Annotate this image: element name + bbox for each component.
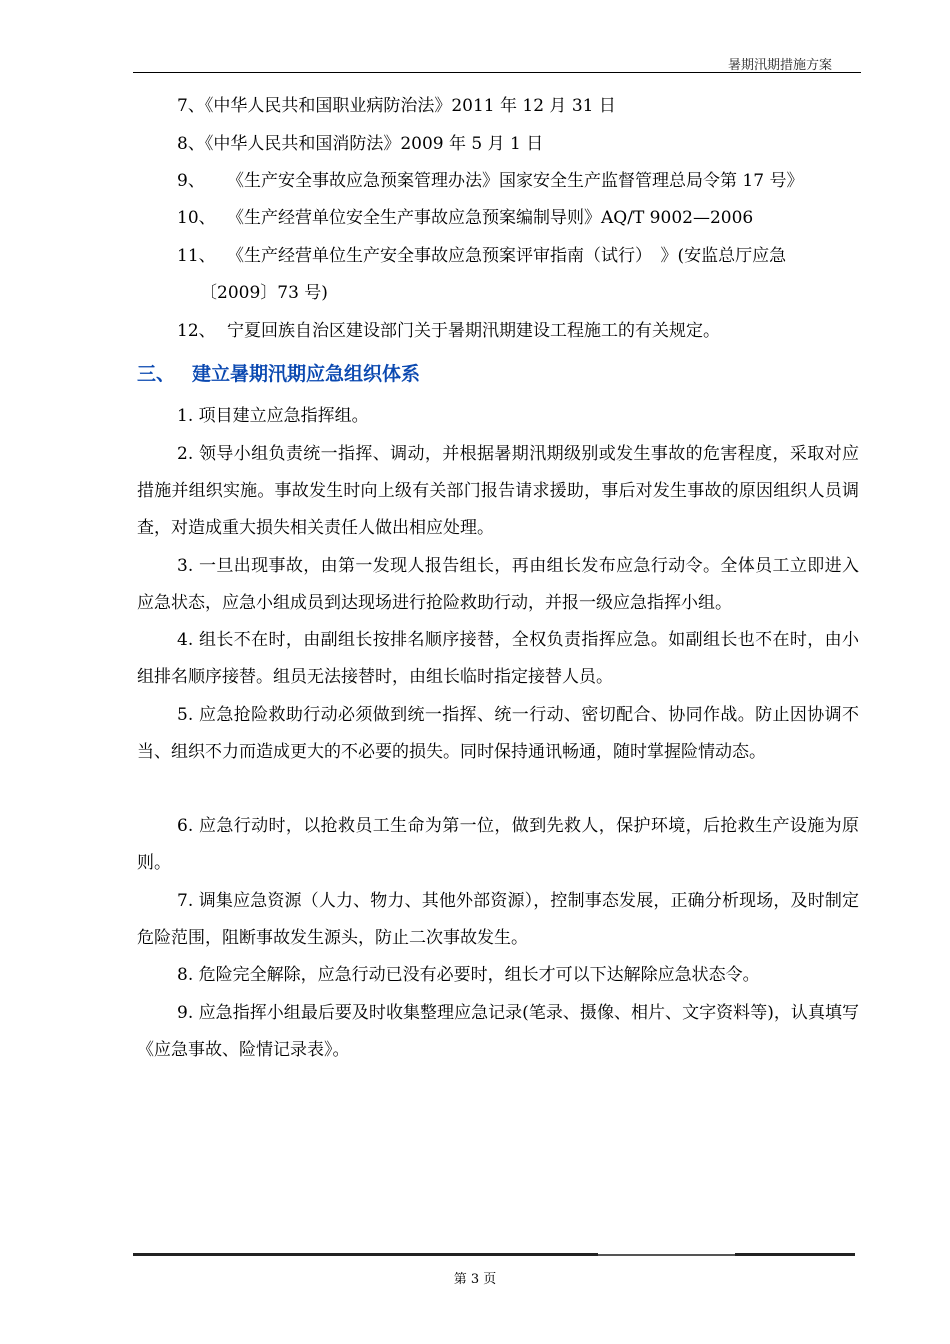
page-number: 第 3 页 [453, 1272, 497, 1287]
reference-item: 12、 宁夏回族自治区建设部门关于暑期汛期建设工程施工的有关规定。 [177, 321, 720, 341]
reference-item: 9、 《生产安全事故应急预案管理办法》国家安全生产监督管理总局令第 17 号》 [177, 171, 804, 191]
section-heading [137, 356, 420, 393]
header-rule [133, 72, 861, 73]
reference-item: 8、《中华人民共和国消防法》2009 年 5 月 1 日 [177, 134, 544, 154]
header-title: 暑期汛期措施方案 [727, 58, 832, 73]
list-item: 4. 组长不在时，由副组长按排名顺序接替，全权负责指挥应急。如副组长也不在时，由小组排名顺序接替。组员无法接替时，由组长临时指定接替人员。 [137, 630, 859, 687]
footer-rule [735, 1253, 855, 1256]
reference-item: 11、 《生产经营单位生产安全事故应急预案评审指南（试行） 》(安监总厅应急 [177, 246, 787, 266]
list-item: 2. 领导小组负责统一指挥、调动，并根据暑期汛期级别或发生事故的危害程度，采取对应措施并组织实施。事故发生时向上级有关部门报告请求援助，事后对发生事故的原因组织人员调查，对造成重大损失相关责任人做出相应处理。 [137, 444, 859, 538]
reference-item-continued: 〔2009〕73 号) [200, 283, 328, 303]
list-item: 6. 应急行动时，以抢救员工生命为第一位，做到先救人，保护环境，后抢救生产设施为原则。 [137, 816, 859, 873]
reference-item: 10、 《生产经营单位安全生产事故应急预案编制导则》AQ/T 9002—2006 [177, 208, 754, 228]
list-item: 8. 危险完全解除，应急行动已没有必要时，组长才可以下达解除应急状态令。 [177, 965, 760, 985]
list-item: 5. 应急抢险救助行动必须做到统一指挥、统一行动、密切配合、协同作战。防止因协调不当、组织不力而造成更大的不必要的损失。同时保持通讯畅通，随时掌握险情动态。 [137, 705, 859, 762]
list-item: 7. 调集应急资源（人力、物力、其他外部资源），控制事态发展，正确分析现场，及时制定危险范围，阻断事故发生源头，防止二次事故发生。 [137, 891, 859, 948]
list-item: 9. 应急指挥小组最后要及时收集整理应急记录(笔录、摄像、相片、文字资料等)，认真填写《应急事故、险情记录表》。 [137, 1003, 859, 1060]
section-number: 三、 [137, 363, 176, 385]
section-title: 建立暑期汛期应急组织体系 [192, 363, 421, 385]
reference-item: 7、《中华人民共和国职业病防治法》2011 年 12 月 31 日 [177, 96, 616, 116]
footer-rule [133, 1253, 598, 1256]
footer-rule [598, 1254, 735, 1256]
list-item: 1. 项目建立应急指挥组。 [177, 406, 369, 426]
list-item: 3. 一旦出现事故，由第一发现人报告组长，再由组长发布应急行动令。全体员工立即进入应急状态，应急小组成员到达现场进行抢险救助行动，并报一级应急指挥小组。 [137, 556, 859, 613]
